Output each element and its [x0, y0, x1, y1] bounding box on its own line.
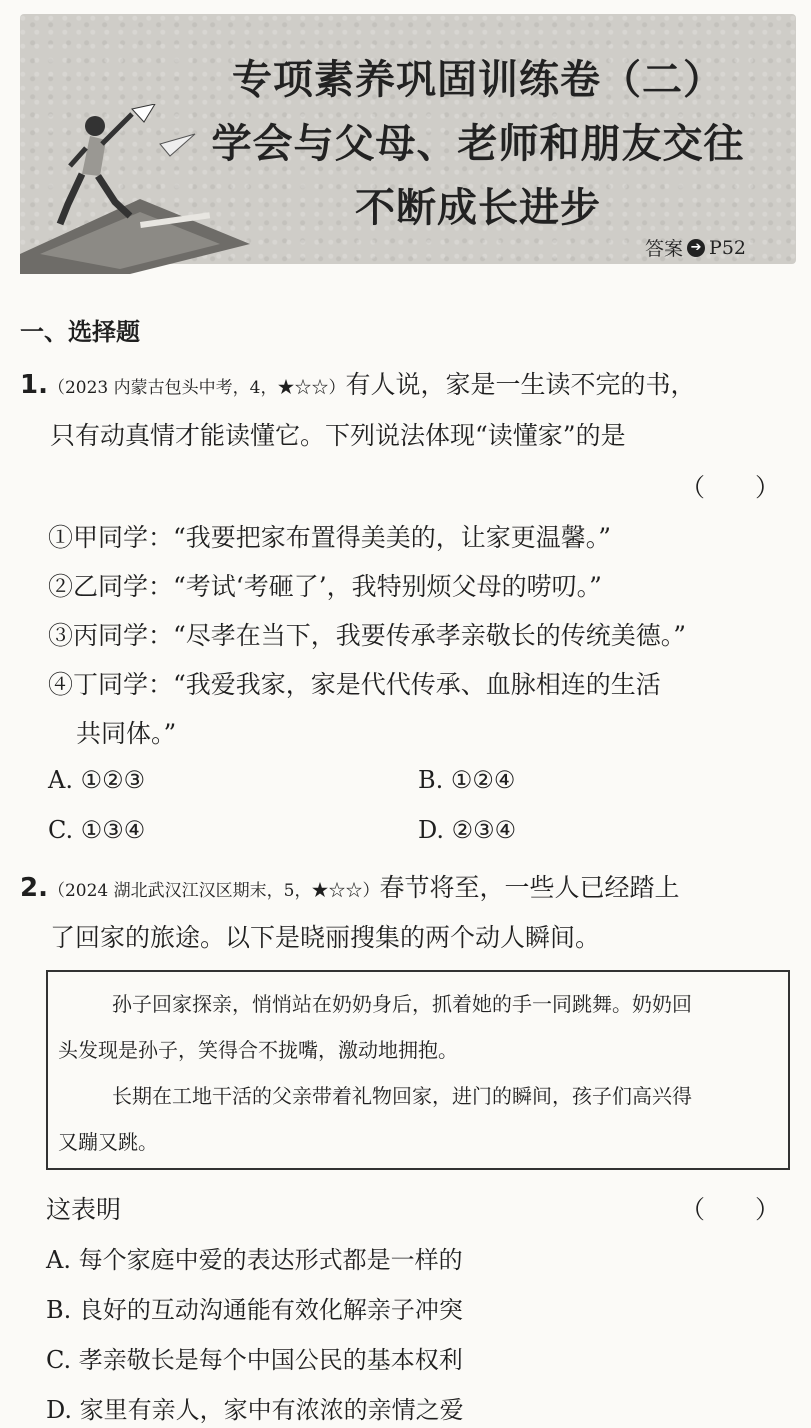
- q2-material-box: [46, 970, 790, 1170]
- header-title-line2: 学会与父母、老师和朋友交往: [211, 121, 745, 167]
- q1-number: 1.: [20, 370, 48, 400]
- q1-stem-part2: 只有动真情才能读懂它。下列说法体现“读懂家”的是: [50, 421, 626, 450]
- q2-option-a[interactable]: A. 每个家庭中爱的表达形式都是一样的: [46, 1246, 463, 1274]
- q1-source: （2023 内蒙古包头中考，4，★☆☆）: [47, 378, 346, 398]
- q2-line1: [20, 868, 679, 904]
- q2-option-b[interactable]: B. 良好的互动沟通能有效化解亲子冲突: [46, 1296, 463, 1324]
- q2-answer-blank: （ ）: [680, 1195, 781, 1224]
- answer-page: P52: [709, 236, 746, 259]
- q2-lead: 这表明: [46, 1195, 122, 1224]
- q1-answer-blank: （ ）: [680, 473, 781, 502]
- answer-reference: [645, 234, 746, 261]
- header-title-line3: 不断成长进步: [355, 185, 601, 231]
- q1-option-d[interactable]: D. ②③④: [418, 816, 517, 844]
- q1-line1: [20, 365, 695, 401]
- q2-option-c[interactable]: C. 孝亲敬长是每个中国公民的基本权利: [46, 1346, 463, 1374]
- section-title: 一、选择题: [20, 318, 140, 346]
- q1-item-1: ①甲同学：“我要把家布置得美美的，让家更温馨。”: [48, 523, 612, 552]
- q2-source: （2024 湖北武汉江汉区期末，5，★☆☆）: [47, 881, 380, 901]
- q1-item-2: ②乙同学：“考试‘考砸了’，我特别烦父母的唠叨。”: [48, 572, 602, 601]
- q1-option-c[interactable]: C. ①③④: [48, 816, 146, 844]
- q1-option-a[interactable]: A. ①②③: [48, 766, 146, 794]
- answer-label: 答案: [645, 238, 684, 260]
- q2-number: 2.: [20, 873, 48, 903]
- q2-stem-part2: 了回家的旅途。以下是晓丽搜集的两个动人瞬间。: [50, 923, 601, 952]
- q2-box-line3: 长期在工地干活的父亲带着礼物回家，进门的瞬间，孩子们高兴得: [112, 1084, 692, 1108]
- q1-item-4-cont: 共同体。”: [76, 719, 177, 748]
- q1-stem-part1: 有人说，家是一生读不完的书，: [345, 370, 696, 399]
- q2-box-line2: 头发现是孙子，笑得合不拢嘴，激动地拥抱。: [58, 1038, 458, 1062]
- q1-item-3: ③丙同学：“尽孝在当下，我要传承孝亲敬长的传统美德。”: [48, 621, 687, 650]
- header-title-line1: 专项素养巩固训练卷（二）: [232, 57, 724, 103]
- arrow-right-icon: ➔: [687, 239, 705, 257]
- q2-stem-part1: 春节将至，一些人已经踏上: [379, 873, 680, 902]
- header-banner: [20, 14, 796, 264]
- q1-option-b[interactable]: B. ①②④: [418, 766, 516, 794]
- q1-item-4: ④丁同学：“我爱我家，家是代代传承、血脉相连的生活: [48, 670, 661, 699]
- q2-box-line1: 孙子回家探亲，悄悄站在奶奶身后，抓着她的手一同跳舞。奶奶回: [112, 992, 692, 1016]
- q2-box-line4: 又蹦又跳。: [58, 1130, 158, 1154]
- q2-option-d[interactable]: D. 家里有亲人，家中有浓浓的亲情之爱: [46, 1396, 464, 1424]
